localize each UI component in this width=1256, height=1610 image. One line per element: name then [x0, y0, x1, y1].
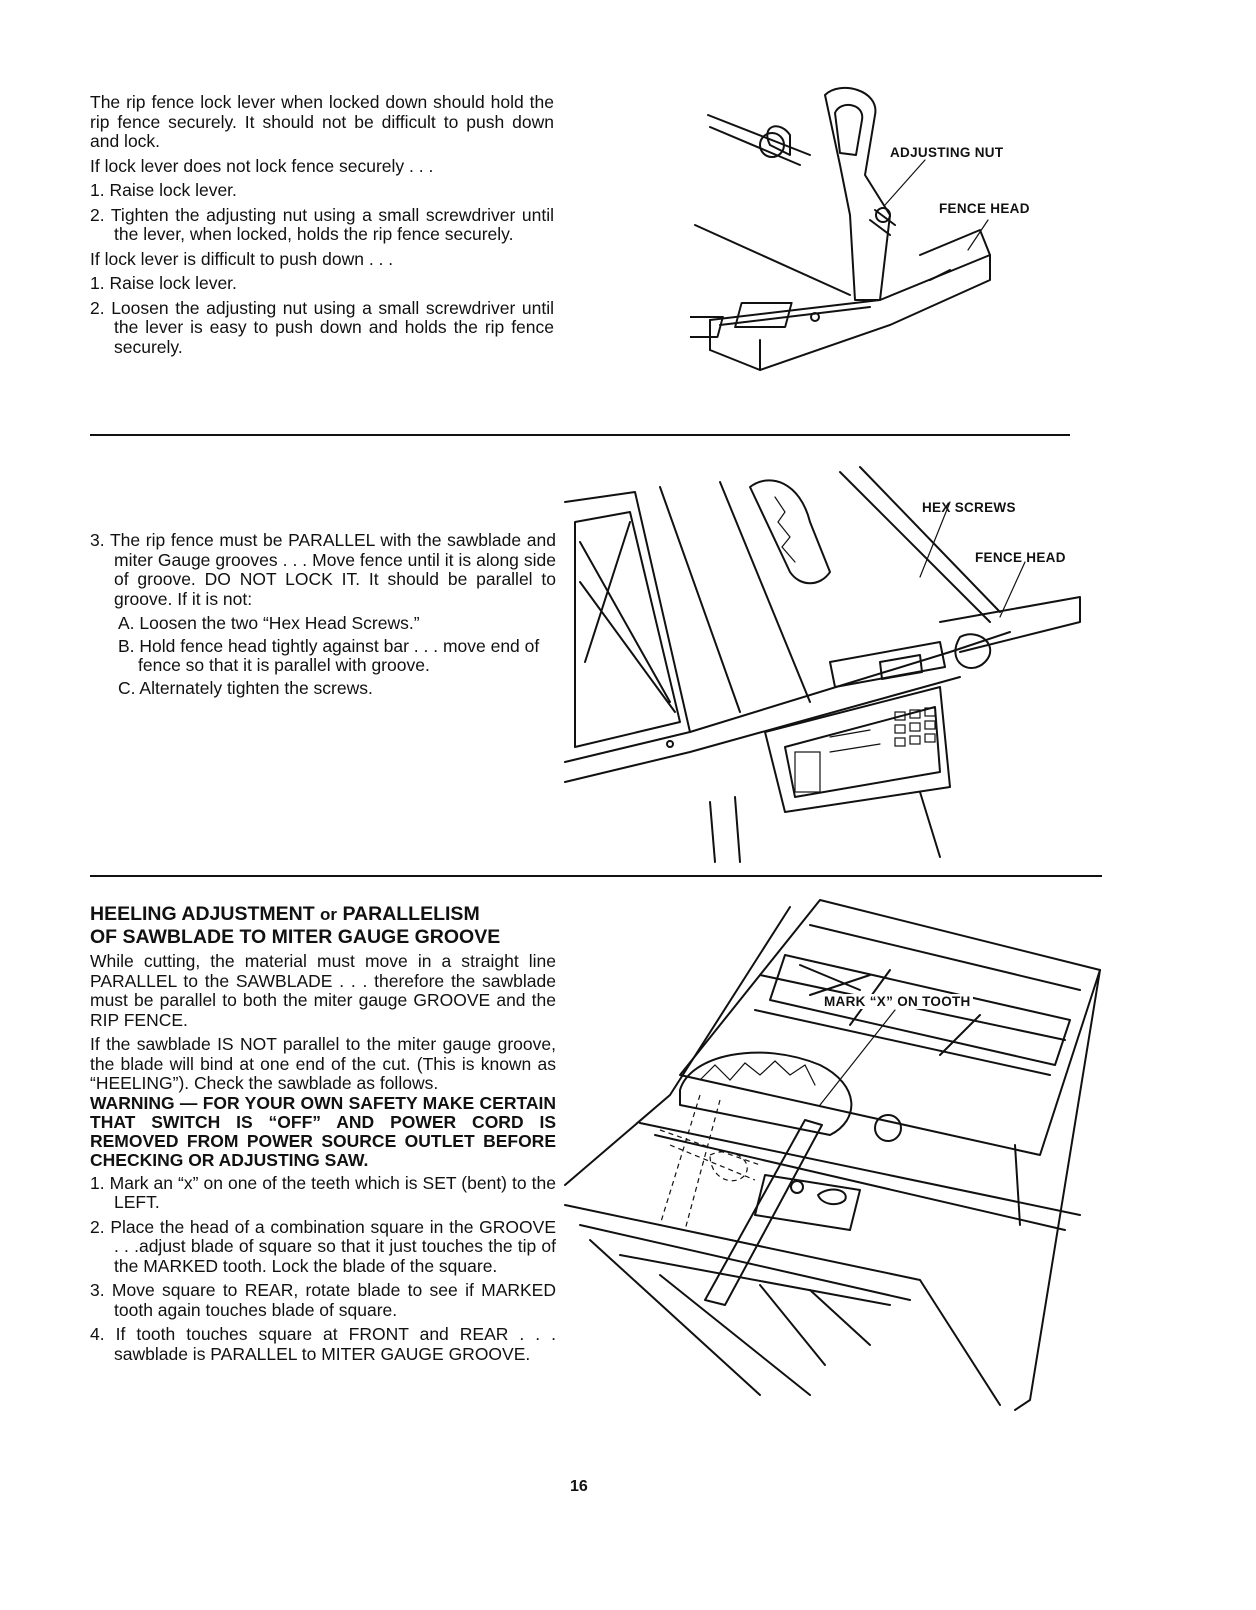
combination-square-illustration: [560, 895, 1110, 1425]
heeling-paragraph-2: If the sawblade IS NOT parallel to the miter gauge groove, the blade will bind at one end of the cut. (This is known as “HEELING”). Check the sawblade as follows.: [90, 1034, 556, 1093]
section-divider: [90, 434, 1070, 436]
list-item: 1. Mark an “x” on one of the teeth which is SET (bent) to the LEFT.: [90, 1172, 556, 1212]
list-item: 2. Place the head of a combination square in the GROOVE . . .adjust blade of square so that it just touches the tip of the MARKED tooth. Lock the blade of the square.: [90, 1216, 556, 1276]
mark-x-label: MARK “X” ON TOOTH: [824, 994, 971, 1009]
safety-warning: WARNING — FOR YOUR OWN SAFETY MAKE CERTAIN THAT SWITCH IS “OFF” AND POWER CORD IS REMOVED FROM POWER SOURCE OUTLET BEFORE CHECKING OR ADJUSTING SAW.: [90, 1092, 556, 1170]
list-item: 2. Tighten the adjusting nut using a small screwdriver until the lever, when locked, holds the rip fence securely.: [90, 204, 554, 244]
lock-lever-illustration: [690, 85, 1080, 395]
list-item: 1. Raise lock lever.: [90, 180, 237, 200]
section-heading: HEELING ADJUSTMENT or PARALLELISM OF SAWBLADE TO MITER GAUGE GROOVE: [90, 903, 501, 948]
adjusting-nut-label: ADJUSTING NUT: [890, 145, 1004, 160]
list-item: B. Hold fence head tightly against bar . . . move end of fence so that it is parallel with groove.: [118, 635, 540, 675]
if-difficult-line: If lock lever is difficult to push down . . .: [90, 248, 394, 269]
list-item: 4. If tooth touches square at FRONT and REAR . . . sawblade is PARALLEL to MITER GAUGE GROOVE.: [90, 1324, 556, 1364]
hex-screws-label: HEX SCREWS: [922, 500, 1016, 515]
list-item: 3. The rip fence must be PARALLEL with the sawblade and miter Gauge grooves . . . Move fence until it is along side of groove. DO NOT LOCK IT. It should be parallel to groove. If it is not:: [90, 530, 556, 609]
saw-table-fence-illustration: [560, 462, 1090, 867]
list-item: 1. Raise lock lever.: [90, 273, 237, 293]
fence-head-label-2: FENCE HEAD: [975, 550, 1066, 565]
intro-paragraph: The rip fence lock lever when locked down should hold the rip fence securely. It should not be difficult to push down and lock.: [90, 92, 554, 151]
list-item: C. Alternately tighten the screws.: [118, 677, 373, 698]
page-number: 16: [570, 1478, 588, 1495]
fence-head-label: FENCE HEAD: [939, 201, 1030, 216]
section-lock-lever-text: [90, 93, 554, 362]
if-not-secure-line: If lock lever does not lock fence securely . . .: [90, 155, 434, 176]
section-heeling-text: [90, 903, 556, 1369]
heeling-paragraph-1: While cutting, the material must move in a straight line PARALLEL to the SAWBLADE . . . therefore the sawblade must be parallel to both the miter gauge GROOVE and the RIP FENCE.: [90, 951, 556, 1030]
list-item: A. Loosen the two “Hex Head Screws.”: [118, 613, 420, 633]
section-divider: [90, 875, 1102, 877]
section-parallel-fence-text: [90, 531, 556, 701]
list-item: 2. Loosen the adjusting nut using a small screwdriver until the lever is easy to push down and holds the rip fence securely.: [90, 297, 554, 357]
list-item: 3. Move square to REAR, rotate blade to see if MARKED tooth again touches blade of square.: [90, 1280, 556, 1320]
